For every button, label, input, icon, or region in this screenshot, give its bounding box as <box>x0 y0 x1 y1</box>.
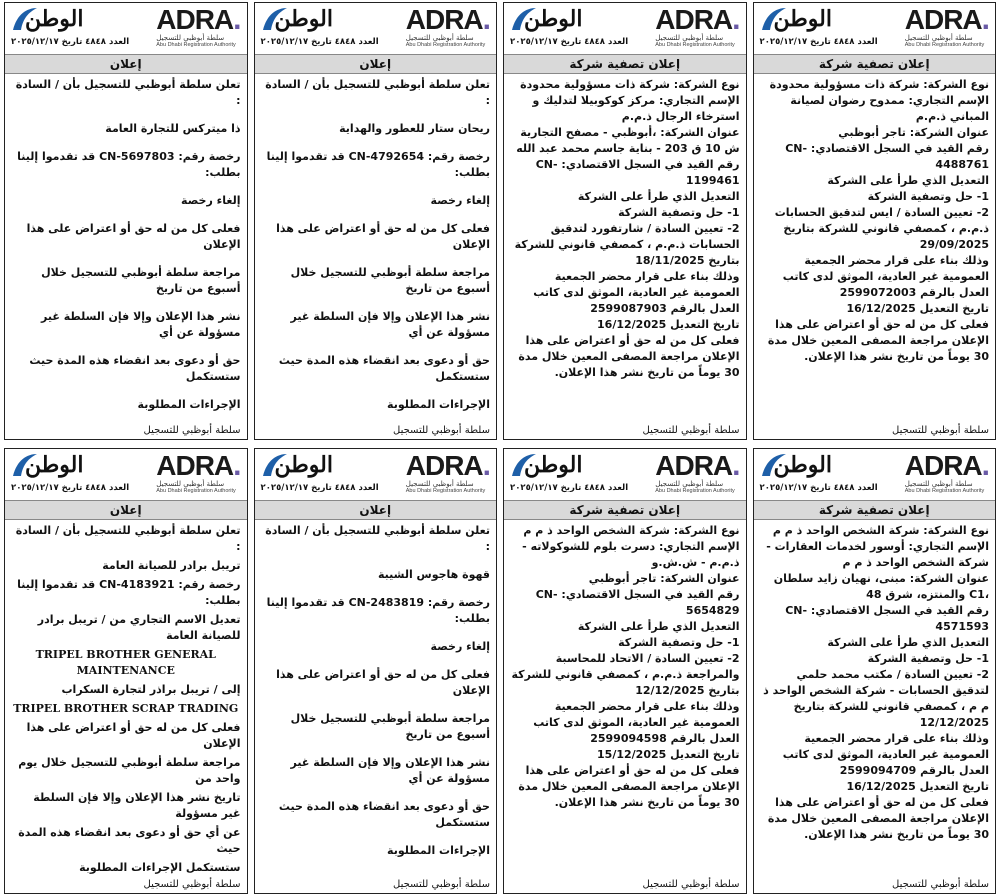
notice-line: الإجراءات المطلوبة <box>387 398 490 411</box>
notice-line: رخصة رقم: CN-4792654 قد تقدموا إلينا بطلب: <box>266 150 490 179</box>
issue-date: العدد ٤٨٤٨ تاريخ ٢٠٢٥/١٢/١٧ <box>260 37 379 47</box>
swoosh-icon <box>259 4 289 34</box>
notice-line: تعلن سلطة أبوظبي للتسجيل بأن / السادة : <box>265 524 490 553</box>
card-body <box>754 520 996 879</box>
notice-line: الإجراءات المطلوبة <box>387 844 490 857</box>
notice-line: 2- تعيين السادة / مكتب محمد حلمي لتدقيق الحسابات - شركة الشخص الواحد ذ م م ، كمصفي قانوني للشركة بتاريخ 12/12/2025 <box>763 668 989 729</box>
notice-line: تعلن سلطة أبوظبي للتسجيل بأن / السادة : <box>15 524 241 553</box>
notice-line: التعديل الذي طرأ على الشركة <box>827 174 989 187</box>
notice-line: 1- حل وتصفية الشركة <box>618 206 740 219</box>
notice-line: 1- حل وتصفية الشركة <box>867 652 989 665</box>
notice-line: حق أو دعوى بعد انقضاء هذه المدة حيث ستستكمل <box>29 354 241 383</box>
issue-date: العدد ٤٨٤٨ تاريخ ٢٠٢٥/١٢/١٧ <box>759 37 878 47</box>
notice-line: TRIPEL BROTHER GENERAL MAINTENANCE <box>35 648 216 677</box>
notice-line: نوع الشركة: شركة الشخص الواحد ذ م م <box>523 524 740 537</box>
notice-line: عنوان الشركة: ،أبوظبي - مصفح التجارية ش 10 ق 203 - بناية جاسم محمد عبد الله <box>516 126 740 155</box>
notice-line: إلى / تريبل براذر لتجارة السكراب <box>61 683 241 696</box>
swoosh-icon <box>9 4 39 34</box>
card-footer: سلطة أبوظبي للتسجيل <box>393 425 490 436</box>
notice-line: تريبل برادر للصيانة العامة <box>102 559 241 572</box>
adra-wordmark: ADRA <box>655 450 733 481</box>
card-footer: سلطة أبوظبي للتسجيل <box>642 425 740 436</box>
card-footer: سلطة أبوظبي للتسجيل <box>892 879 989 890</box>
notice-line: الإسم التجاري: أوسور لخدمات العقارات - شركة الشخص الواحد ذ م م <box>766 540 989 569</box>
alwatan-logo <box>760 6 832 32</box>
notice-line: نوع الشركة: شركة الشخص الواحد ذ م م <box>772 524 989 537</box>
adra-wordmark: ADRA <box>904 4 982 35</box>
adra-wordmark: ADRA <box>655 4 733 35</box>
card-header <box>754 449 996 496</box>
notice-card <box>254 2 498 440</box>
notice-line: عنوان الشركة: تاجر أبوظبي <box>588 572 740 585</box>
adra-subtitle-ar: سلطة أبوظبي للتسجيل <box>405 480 474 488</box>
notice-line: 2- تعيين السادة / ايس لتدقيق الحسابات ذ.م.م ، كمصفي قانوني للشركة بتاريخ 29/09/2025 <box>774 206 989 251</box>
notice-line: فعلى كل من له حق أو اعتراض على هذا الإعلان مراجعة المصفى المعين خلال مدة 30 يوماً من تاريخ نشر هذا الإعلان. <box>518 764 740 809</box>
card-header <box>5 3 247 50</box>
adra-subtitle-en: Abu Dhabi Registration Authority <box>904 488 985 494</box>
notice-card <box>254 448 498 894</box>
alwatan-logo <box>261 452 333 478</box>
notice-line: رخصة رقم: CN-2483819 قد تقدموا إلينا بطلب: <box>266 596 490 625</box>
card-footer: سلطة أبوظبي للتسجيل <box>143 879 241 890</box>
notice-line: 2- تعيين السادة / الاتحاد للمحاسبة والمراجعة ذ.م.م ، كمصفي قانوني للشركة بتاريخ 12/12/2025 <box>511 652 740 697</box>
adra-subtitle-en: Abu Dhabi Registration Authority <box>405 488 486 494</box>
card-title: إعلان تصفية شركة <box>754 500 996 520</box>
card-body <box>504 74 746 425</box>
notice-line: مراجعة سلطة أبوظبي للتسجيل خلال يوم واحد من <box>18 756 241 785</box>
card-header <box>754 3 996 50</box>
notices-grid <box>4 2 996 890</box>
card-body <box>504 520 746 879</box>
swoosh-icon <box>758 450 788 480</box>
adra-logo <box>156 449 241 495</box>
notice-line: الإسم التجاري: دسرت بلوم للشوكولاته - ذ.م.م - ش.ش.و <box>522 540 740 569</box>
card-body <box>754 74 996 425</box>
issue-date: العدد ٤٨٤٨ تاريخ ٢٠٢٥/١٢/١٧ <box>510 483 629 493</box>
card-footer: سلطة أبوظبي للتسجيل <box>393 879 490 890</box>
notice-line: تاريخ التعديل 16/12/2025 <box>846 302 989 315</box>
issue-date: العدد ٤٨٤٨ تاريخ ٢٠٢٥/١٢/١٧ <box>759 483 878 493</box>
notice-line: إلغاء رخصة <box>430 640 490 653</box>
issue-date: العدد ٤٨٤٨ تاريخ ٢٠٢٥/١٢/١٧ <box>11 37 130 47</box>
notice-line: رقم القيد في السجل الاقتصادي: CN-4488761 <box>785 142 989 171</box>
notice-line: وذلك بناء على قرار محضر الجمعية العمومية غير العادية، الموثق لدى كاتب العدل بالرقم 2599087903 <box>533 270 740 315</box>
adra-logo <box>655 3 740 49</box>
adra-wordmark: ADRA <box>405 450 483 481</box>
swoosh-icon <box>508 450 538 480</box>
adra-dot-icon: . <box>233 449 241 482</box>
issue-date: العدد ٤٨٤٨ تاريخ ٢٠٢٥/١٢/١٧ <box>11 483 130 493</box>
card-title: إعلان <box>255 500 497 520</box>
adra-logo <box>405 449 490 495</box>
alwatan-logo <box>510 6 582 32</box>
card-body <box>5 520 247 879</box>
card-title: إعلان تصفية شركة <box>504 54 746 74</box>
card-header <box>5 449 247 496</box>
notice-line: رقم القيد في السجل الاقتصادي: CN-5654829 <box>535 588 740 617</box>
adra-subtitle-en: Abu Dhabi Registration Authority <box>655 488 735 494</box>
notice-card <box>4 448 248 894</box>
card-header <box>504 449 746 496</box>
swoosh-icon <box>758 4 788 34</box>
notice-line: فعلى كل من له حق أو اعتراض على هذا الإعلان <box>276 668 490 697</box>
notice-line: وذلك بناء على قرار محضر الجمعية العمومية غير العادية، الموثق لدى كاتب العدل بالرقم 2599072003 <box>782 254 989 299</box>
notice-line: تاريخ التعديل 16/12/2025 <box>846 780 989 793</box>
alwatan-wordmark: الوطن <box>25 6 84 32</box>
notice-line: التعديل الذي طرأ على الشركة <box>577 190 740 203</box>
notice-line: الإسم التجاري: مركز كوكوبيلا لتدليك و استرخاء الرجال ذ.م.م <box>532 94 740 123</box>
notice-line: تعديل الاسم التجاري من / تريبل برادر للصيانة العامة <box>37 613 241 642</box>
notice-line: حق أو دعوى بعد انقضاء هذه المدة حيث ستستكمل <box>278 354 490 383</box>
adra-subtitle-en: Abu Dhabi Registration Authority <box>904 42 985 48</box>
notice-line: تعلن سلطة أبوظبي للتسجيل بأن / السادة : <box>15 78 241 107</box>
notice-line: نوع الشركة: شركة ذات مسؤولية محدودة <box>520 78 740 91</box>
alwatan-wordmark: الوطن <box>524 452 583 478</box>
swoosh-icon <box>508 4 538 34</box>
adra-subtitle-ar: سلطة أبوظبي للتسجيل <box>156 34 225 42</box>
card-header <box>255 3 497 50</box>
card-header <box>255 449 497 496</box>
adra-subtitle-ar: سلطة أبوظبي للتسجيل <box>655 34 724 42</box>
notice-line: نشر هذا الإعلان وإلا فإن السلطة غير مسؤولة عن أي <box>290 310 490 339</box>
adra-subtitle-en: Abu Dhabi Registration Authority <box>156 42 236 48</box>
card-body <box>255 520 497 879</box>
notice-line: رخصة رقم: CN-5697803 قد تقدموا إلينا بطلب: <box>17 150 241 179</box>
adra-logo <box>156 3 241 49</box>
adra-dot-icon: . <box>732 449 740 482</box>
notice-line: فعلى كل من له حق أو اعتراض على هذا الإعلان <box>26 222 241 251</box>
adra-dot-icon: . <box>981 3 989 36</box>
notice-card <box>503 2 747 440</box>
adra-wordmark: ADRA <box>904 450 982 481</box>
adra-dot-icon: . <box>482 3 490 36</box>
card-footer: سلطة أبوظبي للتسجيل <box>143 425 241 436</box>
issue-date: العدد ٤٨٤٨ تاريخ ٢٠٢٥/١٢/١٧ <box>510 37 629 47</box>
adra-logo <box>904 449 989 495</box>
adra-logo <box>655 449 740 495</box>
alwatan-wordmark: الوطن <box>773 452 832 478</box>
notice-line: تاريخ التعديل 15/12/2025 <box>597 748 740 761</box>
card-title: إعلان <box>5 54 247 74</box>
card-title: إعلان تصفية شركة <box>754 54 996 74</box>
notice-line: التعديل الذي طرأ على الشركة <box>577 620 740 633</box>
notice-card <box>753 448 997 894</box>
alwatan-logo <box>510 452 582 478</box>
issue-date: العدد ٤٨٤٨ تاريخ ٢٠٢٥/١٢/١٧ <box>260 483 379 493</box>
notice-line: رقم القيد في السجل الاقتصادي: CN-4571593 <box>785 604 989 633</box>
adra-subtitle-ar: سلطة أبوظبي للتسجيل <box>655 480 724 488</box>
alwatan-logo <box>11 452 83 478</box>
alwatan-logo <box>11 6 83 32</box>
notice-line: نشر هذا الإعلان وإلا فإن السلطة غير مسؤولة عن أي <box>290 756 490 785</box>
notice-card <box>753 2 997 440</box>
notice-line: فعلى كل من له حق أو اعتراض على هذا الإعلان مراجعة المصفى المعين خلال مدة 30 يوماً من تاريخ نشر هذا الإعلان. <box>767 796 989 841</box>
adra-dot-icon: . <box>732 3 740 36</box>
card-title: إعلان <box>5 500 247 520</box>
notice-line: حق أو دعوى بعد انقضاء هذه المدة حيث ستستكمل <box>278 800 490 829</box>
notice-line: الإجراءات المطلوبة <box>137 398 241 411</box>
notice-line: إلغاء رخصة <box>181 194 241 207</box>
alwatan-wordmark: الوطن <box>773 6 832 32</box>
notice-line: نشر هذا الإعلان وإلا فإن السلطة غير مسؤولة عن أي <box>41 310 241 339</box>
alwatan-wordmark: الوطن <box>274 6 333 32</box>
card-title: إعلان تصفية شركة <box>504 500 746 520</box>
adra-subtitle-ar: سلطة أبوظبي للتسجيل <box>904 34 973 42</box>
notice-card <box>4 2 248 440</box>
adra-logo <box>405 3 490 49</box>
notice-line: فعلى كل من له حق أو اعتراض على هذا الإعلان <box>276 222 490 251</box>
notice-line: مراجعة سلطة أبوظبي للتسجيل خلال أسبوع من تاريخ <box>290 712 490 741</box>
notice-line: فعلى كل من له حق أو اعتراض على هذا الإعلان <box>26 721 241 750</box>
alwatan-wordmark: الوطن <box>274 452 333 478</box>
notice-line: ذا ميتركس للتجارة العامة <box>105 122 241 135</box>
notice-line: 1- حل وتصفية الشركة <box>867 190 989 203</box>
notice-line: إلغاء رخصة <box>430 194 490 207</box>
adra-subtitle-ar: سلطة أبوظبي للتسجيل <box>156 480 225 488</box>
adra-wordmark: ADRA <box>156 450 234 481</box>
notice-line: تاريخ التعديل 16/12/2025 <box>597 318 740 331</box>
notice-line: مراجعة سلطة أبوظبي للتسجيل خلال أسبوع من تاريخ <box>41 266 241 295</box>
adra-wordmark: ADRA <box>156 4 234 35</box>
notice-line: مراجعة سلطة أبوظبي للتسجيل خلال أسبوع من تاريخ <box>290 266 490 295</box>
notice-line: رقم القيد في السجل الاقتصادي: CN-1199461 <box>535 158 740 187</box>
notice-line: تاريخ نشر هذا الإعلان وإلا فإن السلطة غير مسؤولة <box>33 791 241 820</box>
swoosh-icon <box>9 450 39 480</box>
alwatan-wordmark: الوطن <box>524 6 583 32</box>
notice-line: الإسم التجاري: ممدوح رضوان لصيانة المباني ذ.م.م <box>790 94 989 123</box>
adra-dot-icon: . <box>233 3 241 36</box>
notice-card <box>503 448 747 894</box>
adra-logo <box>904 3 989 49</box>
adra-subtitle-en: Abu Dhabi Registration Authority <box>405 42 486 48</box>
adra-subtitle-en: Abu Dhabi Registration Authority <box>156 488 236 494</box>
notice-line: التعديل الذي طرأ على الشركة <box>827 636 989 649</box>
notice-line: TRIPEL BROTHER SCRAP TRADING <box>13 702 239 715</box>
notice-line: 2- تعيين السادة / شارتفورد لتدقيق الحسابات ذ.م.م ، كمصفي قانوني للشركة بتاريخ 18/11/2025 <box>514 222 740 267</box>
notice-line: عنوان الشركة: تاجر أبوظبي <box>838 126 989 139</box>
notice-line: رخصة رقم: CN-4183921 قد تقدموا إلينا بطلب: <box>17 578 241 607</box>
swoosh-icon <box>259 450 289 480</box>
card-body <box>5 74 247 425</box>
notice-line: قهوة هاجوس الشيبة <box>377 568 490 581</box>
adra-subtitle-en: Abu Dhabi Registration Authority <box>655 42 735 48</box>
card-header <box>504 3 746 50</box>
notice-line: فعلى كل من له حق أو اعتراض على هذا الإعلان مراجعة المصفى المعين خلال مدة 30 يوماً من تاريخ نشر هذا الإعلان. <box>767 318 989 363</box>
card-footer: سلطة أبوظبي للتسجيل <box>892 425 989 436</box>
adra-dot-icon: . <box>981 449 989 482</box>
notice-line: فعلى كل من له حق أو اعتراض على هذا الإعلان مراجعة المصفى المعين خلال مدة 30 يوماً من تاريخ نشر هذا الإعلان. <box>518 334 740 379</box>
adra-subtitle-ar: سلطة أبوظبي للتسجيل <box>405 34 474 42</box>
notice-line: عن أي حق أو دعوى بعد انقضاء هذه المدة حيث <box>18 826 241 855</box>
notice-line: 1- حل وتصفية الشركة <box>618 636 740 649</box>
notice-line: وذلك بناء على قرار محضر الجمعية العمومية غير العادية، الموثق لدى كاتب العدل بالرقم 2599094709 <box>782 732 989 777</box>
notice-line: ريحان ستار للعطور والهداية <box>339 122 490 135</box>
notice-line: ستستكمل الإجراءات المطلوبة <box>79 861 241 874</box>
card-title: إعلان <box>255 54 497 74</box>
alwatan-wordmark: الوطن <box>25 452 84 478</box>
adra-wordmark: ADRA <box>405 4 483 35</box>
card-body <box>255 74 497 425</box>
notice-line: عنوان الشركة: مبنى، نهيان زايد سلطان ،C1 والمنتزه، شرق 48 <box>773 572 989 601</box>
notice-line: تعلن سلطة أبوظبي للتسجيل بأن / السادة : <box>265 78 490 107</box>
notice-line: نوع الشركة: شركة ذات مسؤولية محدودة <box>769 78 989 91</box>
card-footer: سلطة أبوظبي للتسجيل <box>642 879 740 890</box>
adra-subtitle-ar: سلطة أبوظبي للتسجيل <box>904 480 973 488</box>
notice-line: وذلك بناء على قرار محضر الجمعية العمومية غير العادية، الموثق لدى كاتب العدل بالرقم 2599094598 <box>533 700 740 745</box>
adra-dot-icon: . <box>482 449 490 482</box>
alwatan-logo <box>760 452 832 478</box>
alwatan-logo <box>261 6 333 32</box>
